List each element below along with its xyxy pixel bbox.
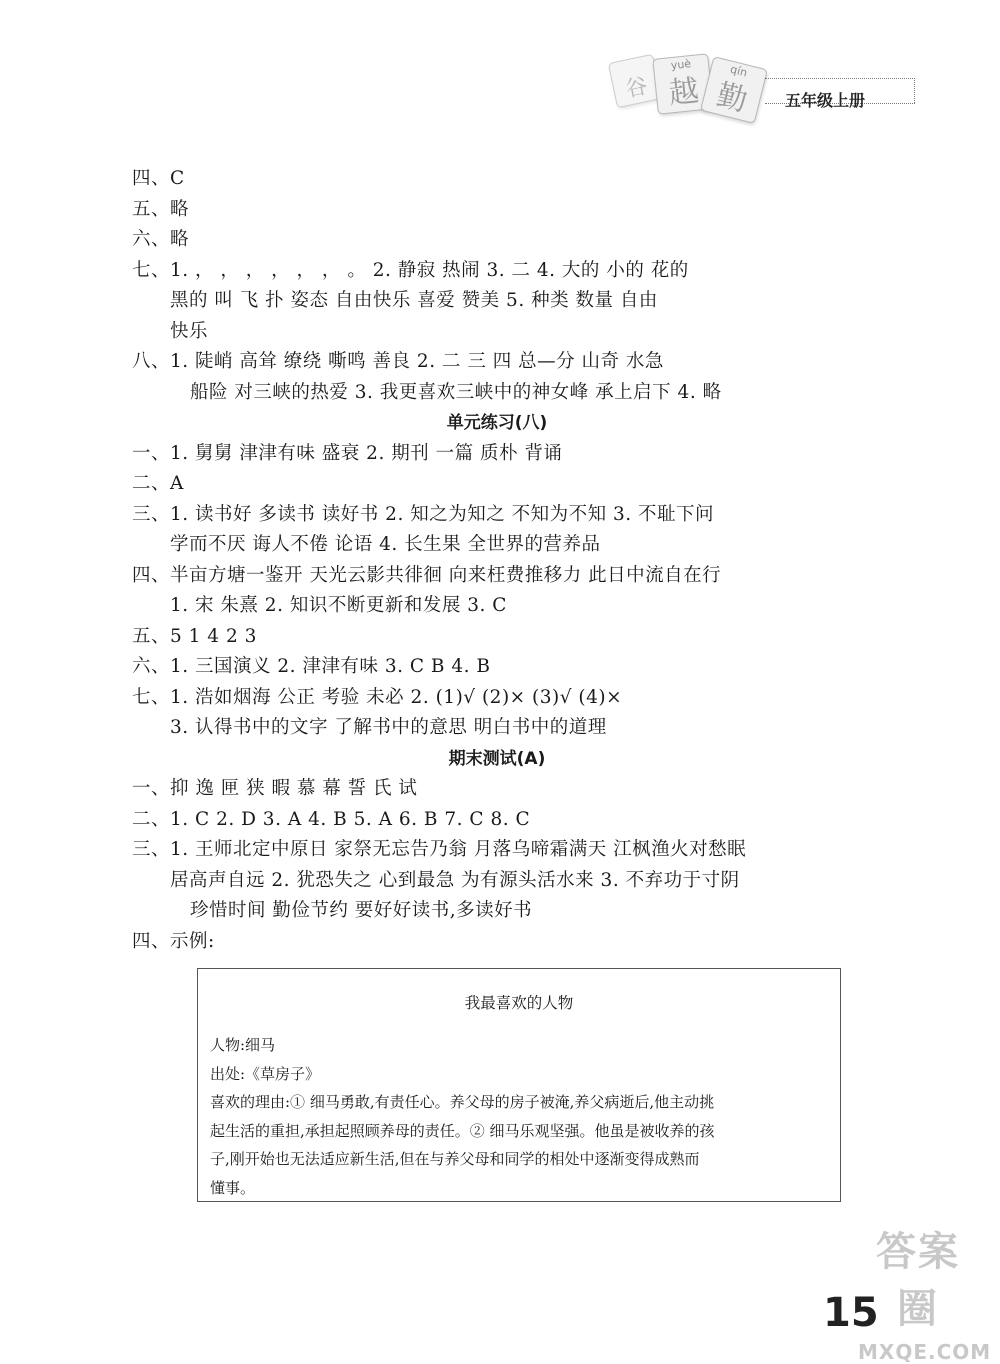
answer-line: 七、1. ， ， ， ， ， ， 。 2. 静寂 热闹 3. 二 4. 大的 小的 花的 xyxy=(132,259,689,281)
essay-line: 懂事。 xyxy=(210,1178,256,1197)
logo-pinyin: yuè xyxy=(670,57,692,73)
answer-line: 1. 宋 朱熹 2. 知识不断更新和发展 3. C xyxy=(170,595,507,616)
page-number: 15 xyxy=(823,1290,879,1336)
answer-line: 四、示例: xyxy=(132,930,215,952)
answer-line: 黑的 叫 飞 扑 姿态 自由快乐 喜爱 赞美 5. 种类 数量 自由 xyxy=(170,290,658,311)
page-header xyxy=(600,52,930,142)
answer-line: 四、半亩方塘一鉴开 天光云影共徘徊 向来枉费推移力 此日中流自在行 xyxy=(132,564,722,586)
logo-char: 谷 xyxy=(623,73,650,103)
watermark-url: MXQE.COM xyxy=(858,1340,992,1364)
answer-line: 二、1. C 2. D 3. A 4. B 5. A 6. B 7. C 8. C xyxy=(132,808,531,830)
essay-line: 子,刚开始也无法适应新生活,但在与养父母和同学的相处中逐渐变得成熟而 xyxy=(210,1150,700,1168)
essay-line: 出处:《草房子》 xyxy=(210,1064,321,1083)
answer-line: 居高声自远 2. 犹恐失之 心到最急 为有源头活水来 3. 不弃功于寸阴 xyxy=(170,869,740,891)
answer-line: 珍惜时间 勤俭节约 要好好读书,多读好书 xyxy=(190,900,533,921)
logo-char: 勤 xyxy=(713,77,751,119)
header-dotted-rule xyxy=(914,78,915,103)
section-heading: 期末测试(A) xyxy=(448,748,546,769)
answer-line: 六、略 xyxy=(132,229,190,250)
grade-label: 五年级上册 xyxy=(785,91,866,110)
answer-line: 快乐 xyxy=(170,320,209,342)
answer-line: 七、1. 浩如烟海 公正 考验 未必 2. (1)√ (2)× (3)√ (4)× xyxy=(132,686,623,708)
answer-content xyxy=(132,164,862,957)
logo-char: 越 xyxy=(667,73,701,112)
answer-line: 四、C xyxy=(132,168,185,189)
answer-line: 3. 认得书中的文字 了解书中的意思 明白书中的道理 xyxy=(170,717,607,738)
watermark-main: 答案圈 xyxy=(876,1229,960,1332)
essay-line: 起生活的重担,承担起照顾养母的责任。② 细马乐观坚强。他虽是被收养的孩 xyxy=(210,1121,715,1140)
answer-line: 二、A xyxy=(132,473,184,494)
answer-line: 八、1. 陡峭 高耸 缭绕 嘶鸣 善良 2. 二 三 四 总—分 山奇 水急 xyxy=(132,351,664,372)
answer-line: 三、1. 读书好 多读书 读好书 2. 知之为知之 不知为不知 3. 不耻下问 xyxy=(132,503,714,525)
answer-line: 六、1. 三国演义 2. 津津有味 3. C B 4. B xyxy=(132,656,491,677)
essay-line: 喜欢的理由:① 细马勇敢,有责任心。养父母的房子被淹,养父病逝后,他主动挑 xyxy=(210,1093,715,1111)
answer-line: 五、略 xyxy=(132,198,190,220)
answer-line: 三、1. 王师北定中原日 家祭无忘告乃翁 月落乌啼霜满天 江枫渔火对愁眠 xyxy=(132,839,747,860)
answer-line: 学而不厌 诲人不倦 论语 4. 长生果 全世界的营养品 xyxy=(170,534,601,555)
essay-line: 人物:细马 xyxy=(210,1036,276,1054)
header-dotted-rule xyxy=(765,78,915,79)
logo-pinyin: qín xyxy=(728,62,749,80)
answer-line: 一、抑 逸 匣 狭 暇 慕 幕 誓 氏 试 xyxy=(132,778,418,799)
essay-title: 我最喜欢的人物 xyxy=(464,994,574,1012)
logo-tile-3 xyxy=(700,56,768,124)
example-essay-box xyxy=(197,968,841,1202)
section-heading: 单元练习(八) xyxy=(446,413,548,433)
answer-line: 船险 对三峡的热爱 3. 我更喜欢三峡中的神女峰 承上启下 4. 略 xyxy=(190,381,722,403)
answer-line: 五、5 1 4 2 3 xyxy=(132,625,257,647)
answer-line: 一、1. 舅舅 津津有味 盛衰 2. 期刊 一篇 质朴 背诵 xyxy=(132,442,563,464)
